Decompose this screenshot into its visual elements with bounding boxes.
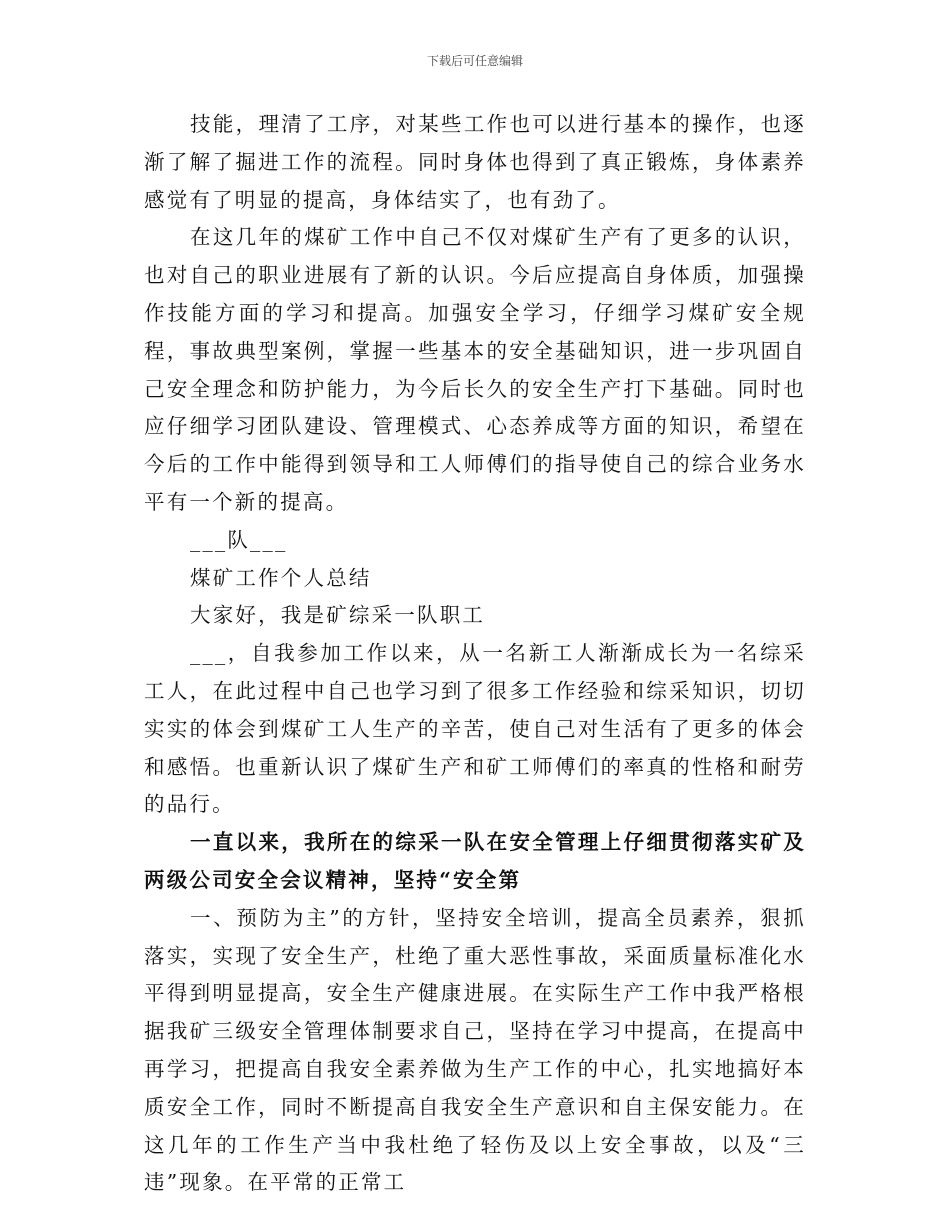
paragraph-skills: 技能，理清了工序，对某些工作也可以进行基本的操作，也逐渐了解了掘进工作的流程。同时身体也得到了真正锻炼，身体素养感觉有了明显的提高，身体结实了，也有劲了。: [144, 112, 806, 212]
paragraph-safety-bold: 一直以来，我所在的综采一队在安全管理上仔细贯彻落实矿及两级公司安全会议精神，坚持“安全第: [144, 830, 806, 892]
paragraph-introduction: ___，自我参加工作以来，从一名新工人渐渐成长为一名综采工人，在此过程中自己也学习到了很多工作经验和综采知识，切切实实的体会到煤矿工人生产的辛苦，使自己对生活有了更多的体会和感悟。也重新认识了煤矿生产和矿工师傅们的率真的性格和耐劳的品行。: [144, 641, 806, 817]
section-title: 煤矿工作个人总结: [190, 565, 372, 590]
page-header: 下载后可任意编辑: [426, 54, 523, 68]
team-line: ___队___: [190, 527, 288, 552]
paragraph-safety-policy: 一、预防为主”的方针，坚持安全培训，提高全员素养，狠抓落实，实现了安全生产，杜绝了重大恶性事故，采面质量标准化水平得到明显提高，安全生产健康进展。在实际生产工作中我严格根据我矿三级安全管理体制要求自己，坚持在学习中提高，在提高中再学习，把提高自我安全素养做为生产工作的中心，扎实地搞好本质安全工作，同时不断提高自我安全生产意识和自主保安能力。在这几年的工作生产当中我杜绝了轻伤及以上安全事故，以及“三违”现象。在平常的正常工: [144, 905, 806, 1195]
paragraph-reflection: 在这几年的煤矿工作中自己不仅对煤矿生产有了更多的认识，也对自己的职业进展有了新的认识。今后应提高自身体质，加强操作技能方面的学习和提高。加强安全学习，仔细学习煤矿安全规程，事故典型案例，掌握一些基本的安全基础知识，进一步巩固自己安全理念和防护能力，为今后长久的安全生产打下基础。同时也应仔细学习团队建设、管理模式、心态养成等方面的知识，希望在今后的工作中能得到领导和工人师傅们的指导使自己的综合业务水平有一个新的提高。: [144, 225, 806, 514]
greeting-line: 大家好，我是矿综采一队职工: [190, 603, 486, 628]
document-body: [144, 106, 806, 1202]
